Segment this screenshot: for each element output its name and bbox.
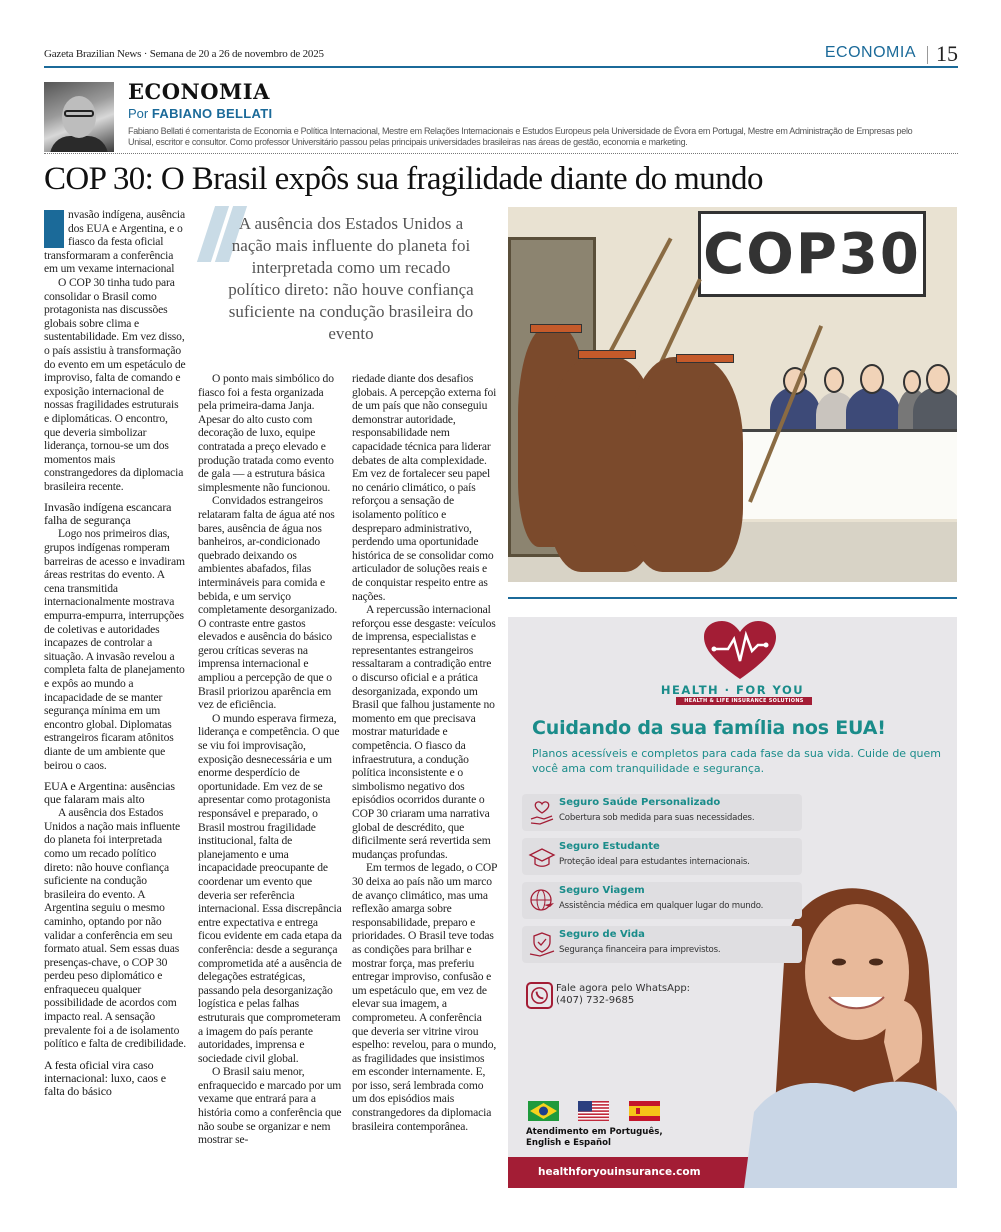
ad-brand: HEALTH · FOR YOU [660, 683, 805, 697]
service-health[interactable]: Seguro Saúde Personalizado Cobertura sob medida para suas necessidades. [522, 794, 802, 831]
paragraph: riedade diante dos desafios globais. A percepção externa foi de um país que não conseguiu demonstrar autoridade, responsabilidade nem capacidade técnica para liderar debates de alta complexidade. Em vez de fortalecer seu papel no cenário climático, o país reforçou a sensação de isolamento político e despreparo administrativo, perdendo uma oportunidade histórica de se consolidar como articulador de soluções reais e de conquistar respeito entre as nações. [352, 372, 497, 603]
paragraph: O COP 30 tinha tudo para consolidar o Brasil como protagonista nas discussões globais sobre clima e sustentabilidade. Em vez disso, o país assistiu à transformação do evento em um espetáculo de improviso, falta de comando e exposição internacional de nossas fragilidades estruturais e diplomáticas. O encontro, que deveria simbolizar liderança, tornou-se um dos momentos mais constrangedores da diplomacia brasileira recente. [44, 275, 186, 493]
ad-title: Cuidando da sua família nos EUA! [532, 717, 886, 739]
author-name: FABIANO BELLATI [151, 106, 273, 121]
article-column-2 [198, 372, 342, 1147]
languages-note: Atendimento em Português, English e Español [526, 1127, 663, 1148]
subheading: EUA e Argentina: ausências que falaram mais alto [44, 779, 175, 807]
cop30-sign: COP30 [698, 211, 926, 297]
service-student[interactable]: Seguro Estudante Proteção ideal para estudantes internacionais. [522, 838, 802, 875]
heart-hand-icon [528, 799, 556, 827]
usa-flag-icon [578, 1101, 609, 1121]
author-photo [44, 82, 114, 152]
graduation-cap-icon [528, 843, 556, 871]
subheading: Invasão indígena escancara falha de segurança [44, 500, 172, 528]
byline-prefix: Por [128, 106, 149, 121]
pull-quote: A ausência dos Estados Unidos a nação mais influente do planeta foi interpretada como um recado político direto: não houve confiança suficiente na condução brasileira do evento [228, 214, 474, 343]
advertisement[interactable] [508, 617, 957, 1188]
paragraph: Convidados estrangeiros relataram falta de água até nos bares, ausência de água nos banheiros, ar-condicionado quebrado deixando os ambientes abafados, filas intermináveis para comida e bebida, e um serviço completamente desorganizado. O contraste entre gastos elevados e ausência do básico gerou críticas severas na imprensa internacional e ampliou a percepção de que o Brasil priorizou aparência em vez de eficiência. [198, 494, 338, 712]
service-travel[interactable]: Seguro Viagem Assistência médica em qualquer lugar do mundo. [522, 882, 802, 919]
ad-subtitle: Planos acessíveis e completos para cada fase da sua vida. Cuide de quem você ama com tranquilidade e segurança. [532, 747, 942, 775]
ad-tagline: HEALTH & LIFE INSURANCE SOLUTIONS [676, 697, 812, 705]
service-life[interactable]: Seguro de Vida Segurança financeira para imprevistos. [522, 926, 802, 963]
column-header-rule [44, 153, 958, 154]
paragraph: Logo nos primeiros dias, grupos indígenas romperam barreiras de acesso e invadiram áreas restritas do evento. A cena transmitida internacionalmente mostrava empurra-empurra, interrupções de coletivas e autoridades incapazes de controlar a situação. A invasão revelou a completa falta de planejamento e expôs ao mundo a incapacidade de se manter segurança mínima em um encontro global. Diplomatas estrangeiros ficaram atônitos diante de um ambiente que beirou o caos. [44, 527, 185, 772]
header-divider [927, 46, 928, 64]
whatsapp-phone[interactable]: (407) 732-9685 [556, 995, 635, 1006]
whatsapp-contact[interactable]: Fale agora pelo WhatsApp: (407) 732-9685 [556, 983, 691, 1006]
header-rule [44, 66, 958, 68]
page-header [44, 41, 958, 66]
byline [128, 106, 272, 121]
lead-text: nvasão indígena, ausência dos EUA e Argentina, e o fiasco da festa oficial transformaram a conferência em um vexame internacional [44, 208, 185, 276]
brazil-flag-icon [528, 1101, 559, 1121]
cartoon-illustration [508, 207, 957, 582]
article-column-1 [44, 208, 186, 1098]
section-name: ECONOMIA [824, 44, 916, 61]
globe-plane-icon [528, 887, 556, 915]
drop-cap [44, 210, 64, 248]
column-title: ECONOMIA [128, 79, 270, 104]
paragraph: O mundo esperava firmeza, liderança e competência. O que se viu foi improvisação, exposição desnecessária e um enorme desperdício de oportunidade. Em vez de se apresentar como protagonista responsável e preparado, o Brasil mostrou fragilidade institucional, falta de planejamento e uma incapacidade preocupante de coordenar um evento que deveria ser referência internacional. Essa discrepância entre expectativa e entrega ficou evidente em cada etapa da conferência: desde a segurança comprometida até a ausência de delegações estratégicas, passando pela desorganização logística e pelas falhas estruturais que comprometeram a imagem do país perante autoridades, imprensa e sociedade civil global. [198, 711, 342, 1065]
page-number: 15 [936, 41, 958, 66]
shield-hand-icon [528, 931, 556, 959]
paragraph: Em termos de legado, o COP 30 deixa ao país não um marco de avanço climático, mas uma reflexão amarga sobre responsabilidade, preparo e prioridades. O Brasil teve todas as condições para brilhar e mostrar força, mas preferiu entregar improviso, confusão e um espetáculo que, em vez de elevar sua imagem, a comprometeu. A conferência que deveria ser vitrine virou espelho: revelou, para o mundo, as fragilidades que insistimos em esconder internamente. E, por isso, será lembrada como um dos episódios mais constrangedores da diplomacia brasileira contemporânea. [352, 861, 497, 1133]
lead-paragraph [44, 208, 186, 276]
article-headline: COP 30: O Brasil expôs sua fragilidade diante do mundo [44, 161, 763, 197]
heart-pulse-icon [704, 621, 776, 681]
subheading: A festa oficial vira caso internacional: luxo, caos e falta do básico [44, 1057, 166, 1098]
paragraph: O Brasil saiu menor, enfraquecido e marcado por um vexame que entrará para a história como a conferência que não soube se organizar e nem mostrar se- [198, 1065, 342, 1147]
ad-website-link[interactable]: healthforyouinsurance.com [538, 1166, 701, 1178]
paragraph: O ponto mais simbólico do fiasco foi a festa organizada pela primeira-dama Janja. Apesar do alto custo com decoração de luxo, equipe contratada a preço elevado e produção tratada como evento de gala — a estrutura básica simplesmente não funcionou. [198, 372, 334, 494]
illustration-rule [508, 597, 957, 599]
ad-model-photo [744, 822, 957, 1188]
spain-flag-icon [629, 1101, 660, 1121]
article-column-3 [352, 372, 498, 1133]
language-flags [526, 1101, 666, 1123]
whatsapp-icon[interactable] [526, 982, 553, 1009]
publication-info: Gazeta Brazilian News · Semana de 20 a 26 de novembro de 2025 [44, 48, 324, 60]
paragraph: A ausência dos Estados Unidos a nação mais influente do planeta foi interpretada como um recado político direto: não houve confiança suficiente na condução brasileira do evento. A Argentina seguiu o mesmo caminho, optando por não validar a conferência em seu formato atual. Sem essas duas presenças-chave, o COP 30 perdeu peso diplomático e enfraqueceu qualquer possibilidade de acordos com impacto real. A sensação prevalente foi a de isolamento político e falta de credibilidade. [44, 806, 187, 1051]
paragraph: A repercussão internacional reforçou esse desgaste: veículos de imprensa, especialistas e representantes estrangeiros ressaltaram a contradição entre o discurso oficial e a prática desorganizada, expondo um Brasil que falhou justamente no momento em que precisava mostrar maturidade e competência. O fiasco da infraestrutura, a condução política inconsistente e o simbolismo negativo dos episódios ocorridos durante o COP 30 criaram uma narrativa global de descrédito, que dificilmente será revertida sem mudanças profundas. [352, 603, 496, 861]
author-bio: Fabiano Bellati é comentarista de Economia e Política Internacional, Mestre em Relações Internacionais e Estudos Europeus pela Universidade de Évora em Portugal, Mestre em Administração de Empresas pelo Unisal, escritor e consultor. Como professor Universitário passou pelas principais universidades brasileiras nas áreas de gestão, economia e marketing. [128, 126, 913, 147]
